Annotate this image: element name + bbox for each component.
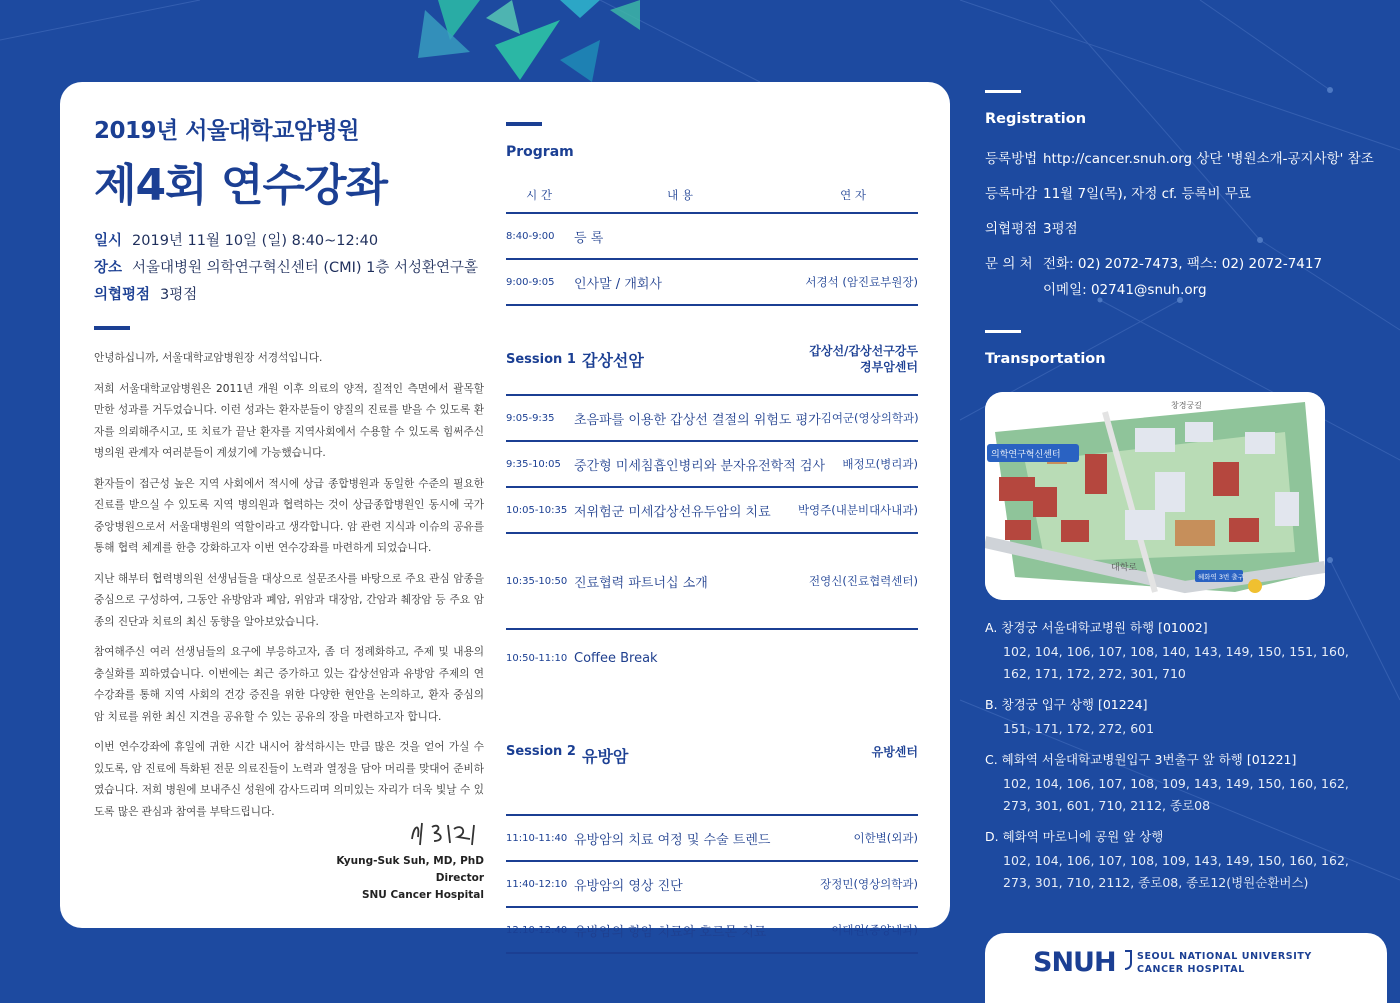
main-title: 제4회 연수강좌: [94, 160, 387, 211]
bus-stop-title: D. 혜화역 마로니에 공원 앞 상행: [985, 829, 1164, 844]
bus-stop-title: C. 혜화역 서울대학교병원입구 3번출구 앞 하행 [01221]: [985, 752, 1297, 767]
main-card: [60, 82, 950, 940]
map-top-road-label: 창경궁길: [1171, 401, 1202, 410]
divider-bar: [985, 90, 1021, 93]
session-label: Session 2: [506, 744, 576, 759]
logo-line2: CANCER HOSPITAL: [1137, 964, 1245, 975]
map-bottom-road-label: 대학로: [1111, 563, 1138, 573]
reg-key: 문 의 처: [985, 256, 1033, 272]
logo-text: [1137, 950, 1312, 976]
registration-row: [985, 278, 1385, 298]
row-time: 10:35-10:50: [506, 575, 568, 587]
row-speaker: 이대원(종양내과): [831, 923, 918, 937]
reg-value: 3평점: [1043, 221, 1078, 237]
bus-line: 273, 301, 601, 710, 2112, 종로08: [1003, 798, 1211, 813]
signature-title: Director: [435, 872, 484, 884]
program-row: [506, 908, 918, 954]
session-center-line: 유방센터: [871, 745, 918, 759]
letter-paragraph: 이번 연수강좌에 휴일에 귀한 시간 내시어 참석하시는 만큼 많은 것을 얻어 가실 수 있도록, 암 진료에 특화된 전문 의료진들이 노력과 열정을 담아 머리를 맞대어 준비하였습니다. 저희 병원에 보내주신 성원에 감사드리며 의미있는 자리가 더욱 빛날 수 있도록 많은 관심과 참여를 부탁드립니다.: [94, 741, 484, 818]
program-rows: [506, 214, 918, 954]
row-content: 등 록: [574, 230, 604, 246]
snuh-logo-box: [985, 933, 1387, 1003]
header-time: 시 간: [526, 188, 552, 202]
info-place: [94, 256, 484, 277]
triangle-shapes-decoration: [418, 0, 640, 82]
campus-map-illustration: [985, 392, 1325, 600]
bus-line: 102, 104, 106, 107, 108, 140, 143, 149, 150, 151, 160,: [1003, 644, 1349, 659]
registration-list: [985, 147, 1385, 298]
row-speaker: 이한별(외과): [853, 831, 918, 845]
reg-value: 이메일: 02741@snuh.org: [1043, 282, 1207, 298]
bus-line: 102, 104, 106, 107, 108, 109, 143, 149, 150, 160, 162,: [1003, 853, 1349, 868]
divider-bar: [985, 330, 1021, 333]
info-value: 서울대병원 의학연구혁신센터 (CMI) 1층 서성환연구홀: [132, 260, 479, 276]
row-time: 11:10-11:40: [506, 832, 568, 844]
signature-block: [94, 817, 484, 904]
session-title: 유방암: [582, 747, 629, 766]
reg-key: 등록마감: [985, 186, 1038, 202]
program-row: [506, 630, 918, 686]
bus-stop-title: B. 창경궁 입구 상행 [01224]: [985, 697, 1148, 712]
greeting-line: 안녕하십니까, 서울대학교암병원장 서경석입니다.: [94, 352, 323, 364]
info-value: 2019년 11월 10일 (일) 8:40~12:40: [132, 233, 379, 249]
row-content: 인사말 / 개회사: [574, 276, 662, 292]
session-center-line: 경부암센터: [860, 360, 918, 374]
header-content: 내 용: [667, 188, 693, 202]
row-content: 저위험군 미세갑상선유두암의 치료: [574, 504, 771, 520]
logo-line1: SEOUL NATIONAL UNIVERSITY: [1137, 951, 1312, 962]
program-row: [506, 488, 918, 534]
signature-name: Kyung-Suk Suh, MD, PhD: [336, 855, 484, 867]
row-time: 9:05-9:35: [506, 412, 555, 424]
divider-bar: [506, 122, 542, 126]
row-time: 12:10-12:40: [506, 924, 568, 936]
row-content: Coffee Break: [574, 650, 658, 666]
reg-value: http://cancer.snuh.org 상단 '병원소개-공지사항' 참조: [1043, 151, 1374, 167]
intro-column: [94, 112, 484, 832]
info-value: 3평점: [160, 287, 198, 303]
row-time: 9:35-10:05: [506, 458, 561, 470]
handwritten-signature: [404, 817, 484, 849]
session-center: [809, 343, 918, 375]
row-speaker: 박영주(내분비대사내과): [797, 503, 918, 517]
campus-map: [985, 392, 1325, 600]
info-label: 장소: [94, 260, 123, 276]
row-content: 진료협력 파트너십 소개: [574, 575, 708, 591]
registration-row: [985, 182, 1385, 202]
program-row: [506, 260, 918, 306]
program-row: [506, 214, 918, 260]
row-speaker: 서경석 (암진료부원장): [805, 275, 918, 289]
registration-row: [985, 217, 1385, 237]
row-speaker: 장정민(영상의학과): [820, 877, 918, 891]
bus-numbers: [1003, 773, 1385, 817]
row-content: 초음파를 이용한 갑상선 결절의 위험도 평가: [574, 412, 821, 428]
bus-stop-title: A. 창경궁 서울대학교병원 하행 [01002]: [985, 620, 1208, 635]
bus-numbers: [1003, 641, 1385, 685]
logo-emblem-icon: [1123, 949, 1133, 971]
registration-title: Registration: [985, 111, 1087, 127]
row-speaker: 김여군(영상의학과): [820, 411, 919, 425]
letter-paragraph: 지난 해부터 협력병의원 선생님들을 대상으로 설문조사를 바탕으로 주요 관심 암종을 중심으로 구성하여, 그동안 유방암과 폐암, 위암과 대장암, 간암과 췌장암 등 주요 암종의 진단과 치료의 최신 동향을 알아보았습니다.: [94, 572, 484, 628]
row-time: 10:50-11:10: [506, 652, 568, 664]
letter-paragraph: 저희 서울대학교암병원은 2011년 개원 이후 의료의 양적, 질적인 측면에서 괄목할 만한 성과를 거두었습니다. 이런 성과는 환자분들이 양질의 진료를 받을 수 있도록 환자를 의뢰해주시고, 또 치료가 끝난 환자를 지역사회에서 수용할 수 있도록 힘써주신 병의원 관계자 여러분들이 계셨기에 가능했습니다.: [94, 382, 484, 459]
row-time: 11:40-12:10: [506, 878, 568, 890]
row-speaker: 전영신(진료협력센터): [809, 574, 918, 588]
bus-line: 273, 301, 710, 2112, 종로08, 종로12(병원순환버스): [1003, 875, 1309, 890]
session-center: [872, 744, 918, 760]
row-content: 유방암의 영상 진단: [574, 878, 683, 894]
org-title: 2019년 서울대학교암병원: [94, 118, 359, 144]
row-content: 유방암의 치료 여정 및 수술 트렌드: [574, 832, 771, 848]
program-row: [506, 816, 918, 862]
info-credit: [94, 283, 484, 304]
registration-row: [985, 147, 1385, 167]
reg-key: [985, 278, 1043, 298]
program-column: [506, 122, 918, 954]
reg-value: 11월 7일(목), 자정 cf. 등록비 무료: [1043, 186, 1251, 202]
session-center-line: 갑상선/갑상선구강두: [809, 344, 918, 358]
row-time: 9:00-9:05: [506, 276, 555, 288]
reg-key: 의협평점: [985, 221, 1038, 237]
row-time: 10:05-10:35: [506, 504, 568, 516]
greeting-letter: [94, 348, 484, 823]
snuh-logo-mark: SNUH: [1033, 947, 1116, 978]
map-exit-label: 혜화역 3번 출구: [1198, 573, 1244, 581]
program-row: [506, 442, 918, 488]
program-row: [506, 534, 918, 630]
info-label: 의협평점: [94, 287, 151, 303]
session-row: [506, 306, 918, 396]
right-column: [985, 90, 1385, 367]
bus-numbers: [1003, 850, 1385, 894]
program-row: [506, 862, 918, 908]
signature-org: SNU Cancer Hospital: [361, 889, 484, 901]
row-content: 중간형 미세침흡인병리와 분자유전학적 검사: [574, 458, 825, 474]
bus-line: 151, 171, 172, 272, 601: [1003, 721, 1155, 736]
bus-line: 102, 104, 106, 107, 108, 109, 143, 149, 150, 160, 162,: [1003, 776, 1349, 791]
transportation-title: Transportation: [985, 351, 1106, 367]
program-row: [506, 396, 918, 442]
reg-key: 등록방법: [985, 151, 1038, 167]
session-title: 갑상선암: [582, 350, 644, 370]
reg-value: 전화: 02) 2072-7473, 팩스: 02) 2072-7417: [1043, 256, 1323, 272]
info-label: 일시: [94, 233, 123, 249]
letter-paragraph: 환자들이 접근성 높은 지역 사회에서 적시에 상급 종합병원과 동일한 수준의 필요한 진료를 받으실 수 있도록 지역 병의원과 협력하는 것이 상급종합병원인 동시에 국가중앙병원으로서 서울대병원의 역할이라고 생각합니다. 암 관련 지식과 이슈의 공유를 통해 협력 체계를 한층 강화하고자 이번 연수강좌를 마련하게 되었습니다.: [94, 477, 484, 554]
row-time: 8:40-9:00: [506, 230, 555, 242]
info-date: [94, 229, 484, 250]
map-building-label: 의학연구혁신센터: [991, 450, 1061, 460]
session-label: Session 1: [506, 351, 576, 367]
program-table-header: [506, 178, 918, 214]
session-row: [506, 686, 918, 816]
header-speaker: 연 자: [840, 188, 866, 202]
subway-icon: [1248, 579, 1262, 593]
bus-line: 162, 171, 172, 272, 301, 710: [1003, 666, 1186, 681]
divider-bar: [94, 326, 130, 330]
program-title: Program: [506, 144, 574, 160]
registration-row: [985, 252, 1385, 272]
bus-list: [985, 618, 1385, 904]
row-speaker: 배정모(병리과): [842, 457, 918, 471]
row-content: 유방암의 항암 치료와 호르몬 치료: [574, 924, 767, 940]
letter-paragraph: 참여해주신 여러 선생님들의 요구에 부응하고자, 좀 더 정례화하고, 주제 및 내용의 충실화를 꾀하였습니다. 이번에는 최근 증가하고 있는 갑상선암과 유방암 주제의 연수강좌를 통해 지역 사회의 건강 증진을 위한 다양한 현안을 논의하고, 환자 중심의 암 치료를 위한 최신 지견을 공유할 수 있는 공유의 장을 마련하고자 합니다.: [94, 646, 484, 723]
bus-numbers: [1003, 718, 1385, 740]
